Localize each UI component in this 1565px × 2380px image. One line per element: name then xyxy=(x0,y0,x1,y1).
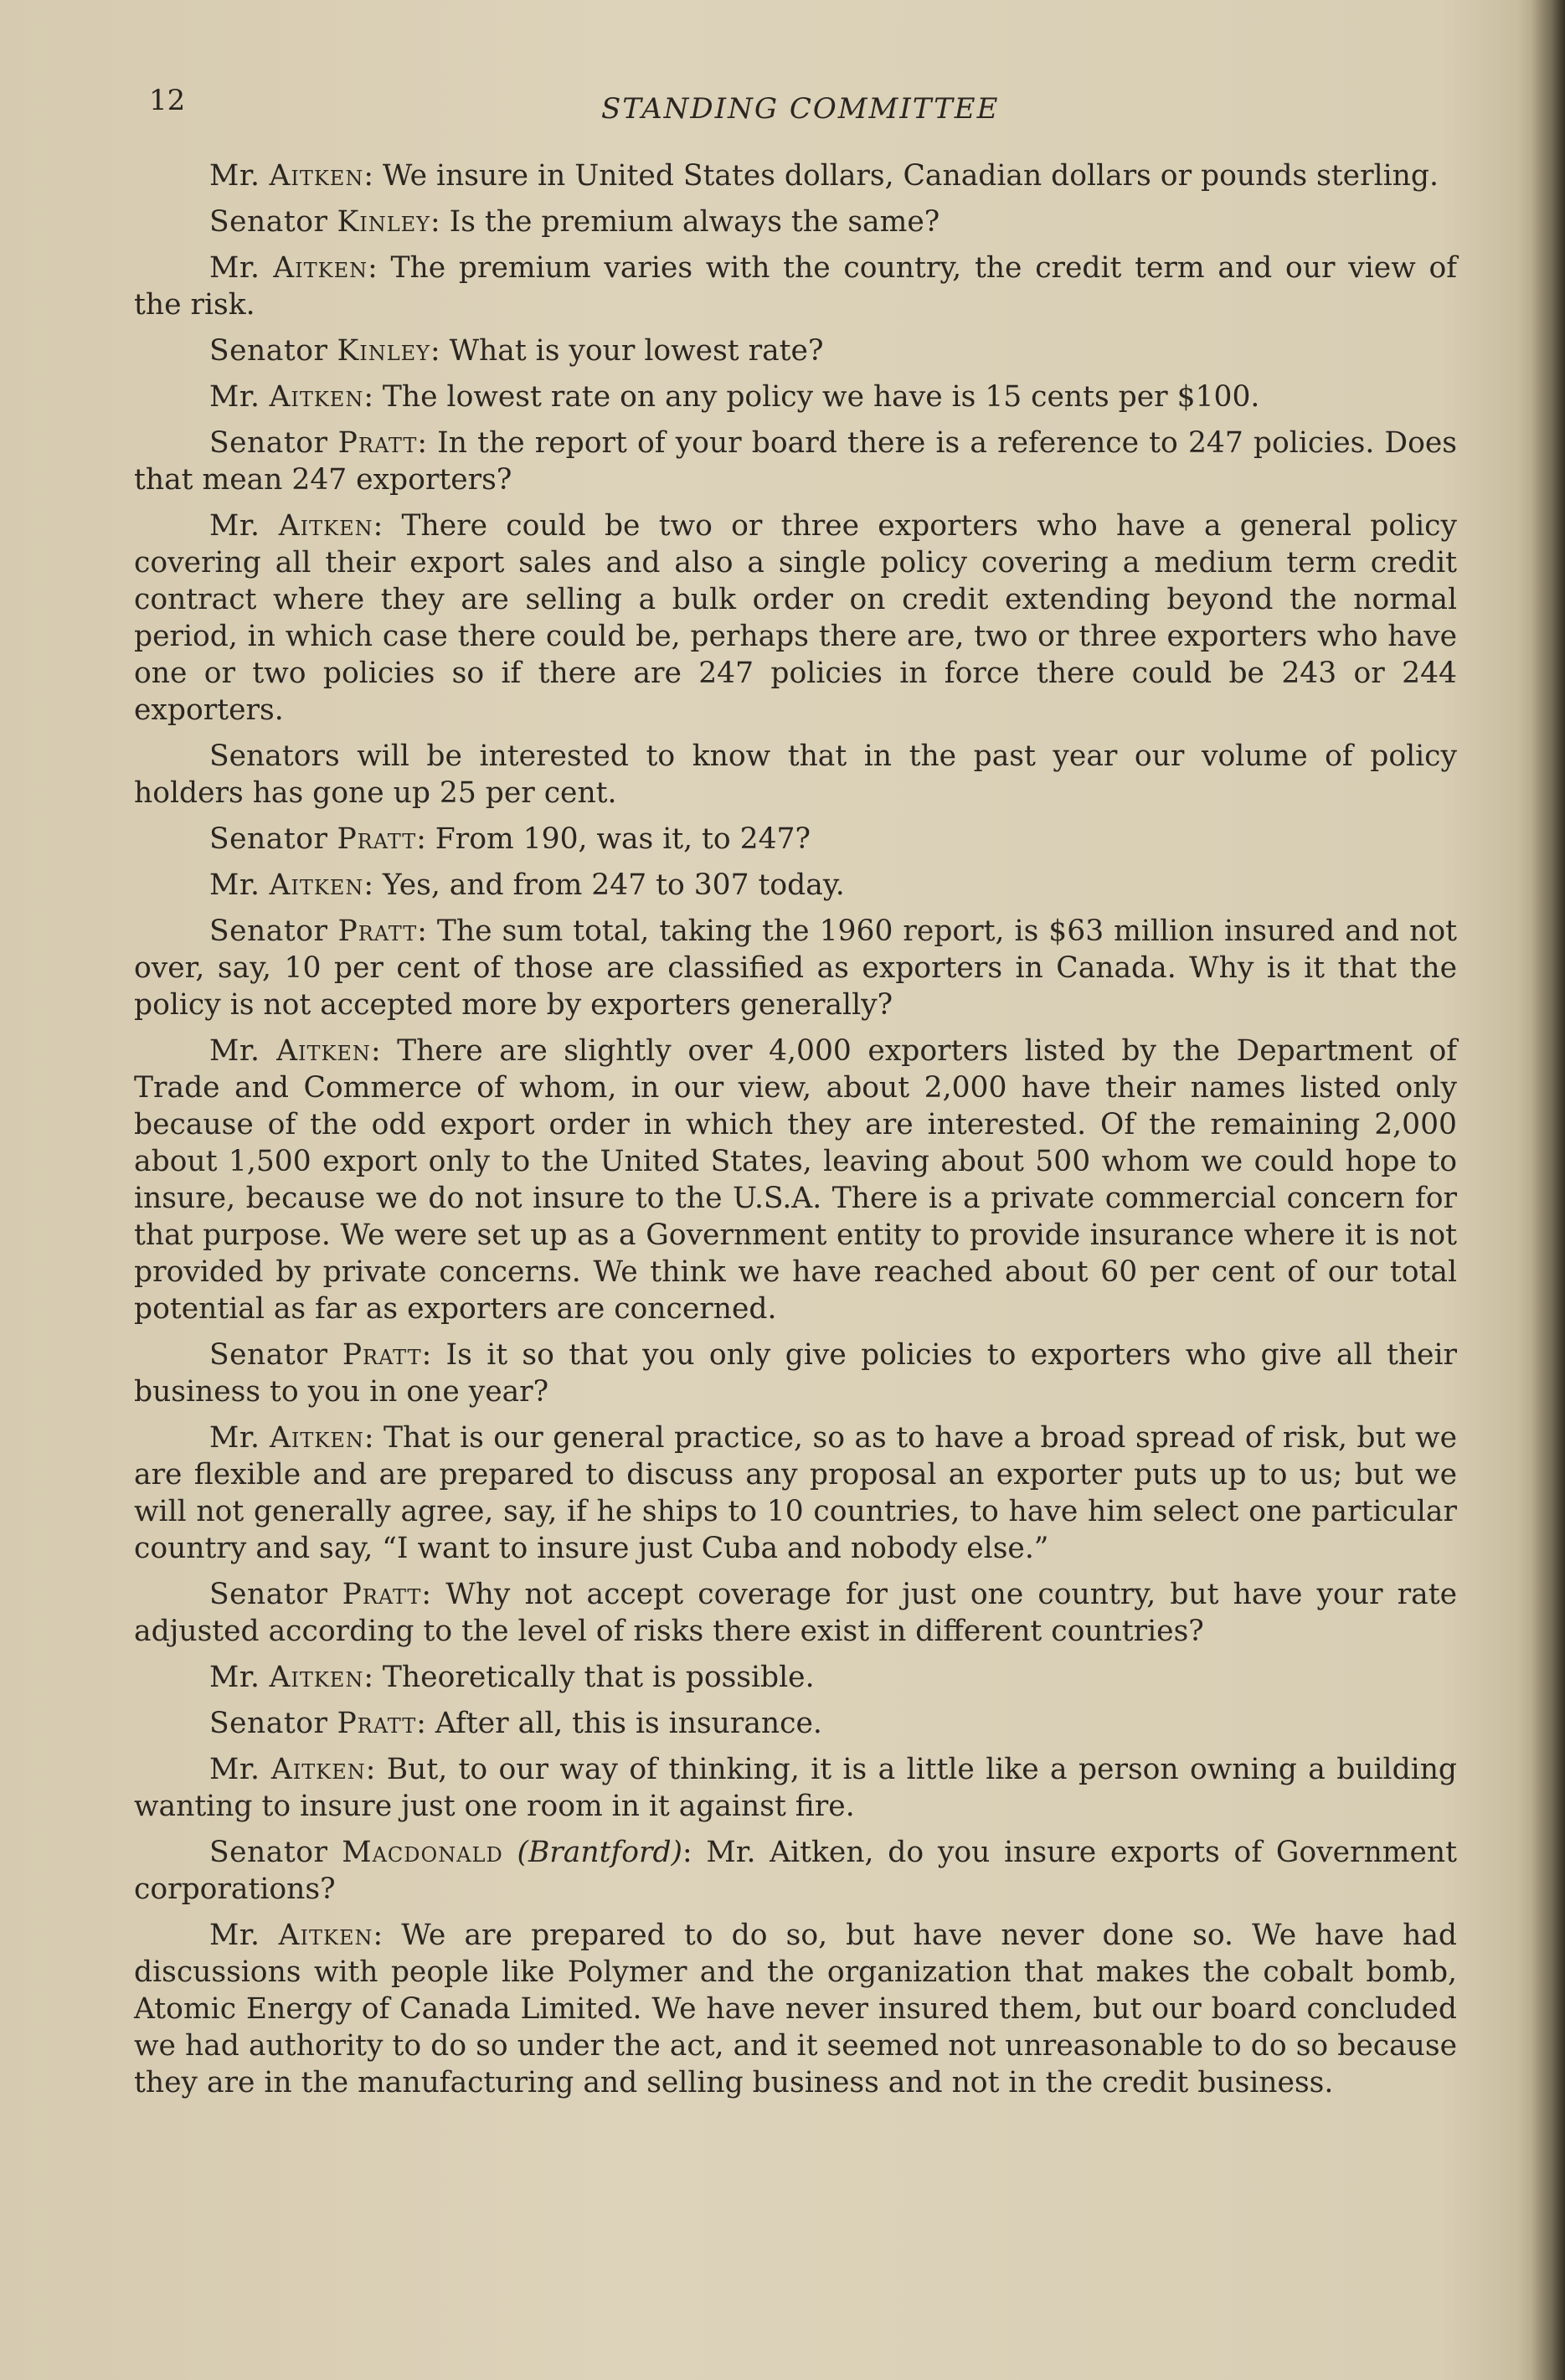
speaker-colon: : xyxy=(368,251,378,285)
speaker-colon: : xyxy=(363,1421,374,1455)
paragraph-text: Yes, and from 247 to 307 today. xyxy=(373,868,845,902)
paragraph-text: We are prepared to do so, but have never done so. We have had discussions with people like Polymer and the organization that makes the cobalt bomb, Atomic Energy of Canada Limited. We have never insured them, but our board concluded we had authority to do so under the act, and it seemed not unreasonable to do so because they are in the manufacturing and selling business and not in the credit business. xyxy=(134,1919,1457,2099)
speaker-colon: : xyxy=(370,1034,381,1068)
page-header xyxy=(149,84,1455,134)
speaker-qualifier: (Brantford) xyxy=(517,1836,683,1869)
paragraph-text: After all, this is insurance. xyxy=(425,1707,822,1740)
paragraph xyxy=(134,1659,1457,1696)
speaker-title: Mr. xyxy=(209,251,260,285)
paragraph xyxy=(134,1834,1457,1908)
speaker-title: Senator xyxy=(209,1836,328,1869)
paragraph-text: From 190, was it, to 247? xyxy=(425,822,811,856)
speaker-title: Mr. xyxy=(209,1661,260,1694)
paragraph xyxy=(134,1576,1457,1650)
paragraph-text: There are slightly over 4,000 exporters listed by the Department of Trade and Commerce of whom, in our view, about 2,000 have their names listed only because of the odd export order in which they are interested. Of the remaining 2,000 about 1,500 export only to the United States, leaving about 500 whom we could hope to insure, because we do not insure to the U.S.A. There is a private commercial concern for that purpose. We were set up as a Government entity to provide insurance where it is not provided by private concerns. We think we have reached about 60 per cent of our total potential as far as exporters are concerned. xyxy=(134,1034,1458,1326)
speaker-colon: : xyxy=(430,205,440,239)
paragraph xyxy=(134,1419,1457,1567)
speaker-title: Mr. xyxy=(209,1919,260,1952)
speaker-name: Macdonald xyxy=(342,1836,503,1869)
speaker-title: Senator xyxy=(209,1578,328,1611)
speaker-name: Kinley xyxy=(337,205,430,239)
paragraph xyxy=(134,425,1457,498)
speaker-name: Aitken xyxy=(276,1034,371,1068)
speaker-colon: : xyxy=(421,1338,432,1372)
speaker-title: Mr. xyxy=(209,868,260,902)
paragraph xyxy=(134,203,1457,240)
speaker-name: Aitken xyxy=(278,1919,373,1952)
paragraph-text: Why not accept coverage for just one country, but have your rate adjusted according to the level of risks there exist in different countries? xyxy=(134,1578,1457,1648)
speaker-title: Senator xyxy=(209,1707,328,1740)
paragraph xyxy=(134,1337,1457,1410)
speaker-name: Pratt xyxy=(337,822,417,856)
speaker-colon: : xyxy=(682,1836,692,1869)
speaker-name: Pratt xyxy=(342,1578,422,1611)
paragraph-text: There could be two or three exporters who have a general policy covering all their export sales and also a single policy covering a medium term credit contract where they are selling a bulk order on credit extending beyond the normal period, in which case there could be, perhaps there are, two or three exporters who have one or two policies so if there are 247 policies in force there could be 243 or 244 exporters. xyxy=(134,509,1457,727)
paragraph xyxy=(134,332,1457,369)
speaker-name: Aitken xyxy=(269,380,364,414)
paragraph xyxy=(134,738,1457,811)
paragraph xyxy=(134,1033,1457,1327)
paragraph-text: Mr. Aitken, do you insure exports of Government corporations? xyxy=(134,1836,1458,1906)
speaker-name: Kinley xyxy=(337,334,430,368)
paragraph xyxy=(134,867,1457,904)
speaker-colon: : xyxy=(416,822,426,856)
speaker-colon: : xyxy=(363,1661,373,1694)
paragraph xyxy=(134,507,1457,729)
speaker-name: Aitken xyxy=(269,1661,364,1694)
paragraph xyxy=(134,379,1457,415)
paragraph-text: Is it so that you only give policies to exporters who give all their business to you in one year? xyxy=(134,1338,1457,1409)
paragraph-text: Theoretically that is possible. xyxy=(373,1661,815,1694)
speaker-name: Pratt xyxy=(342,1338,422,1372)
speaker-colon: : xyxy=(365,1753,376,1786)
speaker-title: Mr. xyxy=(209,1421,260,1455)
speaker-name: Pratt xyxy=(337,914,418,948)
speaker-name: Aitken xyxy=(269,159,364,193)
paragraph xyxy=(134,1705,1457,1742)
speaker-colon: : xyxy=(363,380,373,414)
paragraph-text: The premium varies with the country, the credit term and our view of the risk. xyxy=(134,251,1458,322)
speaker-name: Aitken xyxy=(278,509,373,543)
paragraph-text: The sum total, taking the 1960 report, is $63 million insured and not over, say, 10 per cent of those are classified as exporters in Canada. Why is it that the policy is not accepted more by exporters generally? xyxy=(134,914,1457,1022)
speaker-title: Mr. xyxy=(209,509,260,543)
paragraph-text: Is the premium always the same? xyxy=(440,205,940,239)
speaker-title: Mr. xyxy=(209,1753,260,1786)
speaker-name: Aitken xyxy=(269,868,364,902)
speaker-title: Senator xyxy=(209,426,328,460)
speaker-title: Senator xyxy=(209,334,328,368)
speaker-name: Pratt xyxy=(337,426,418,460)
speaker-name: Pratt xyxy=(337,1707,417,1740)
speaker-colon: : xyxy=(421,1578,432,1611)
paragraph xyxy=(134,1751,1457,1825)
speaker-title: Mr. xyxy=(209,159,260,193)
running-head: STANDING COMMITTEE xyxy=(601,92,1000,126)
speaker-colon: : xyxy=(430,334,440,368)
paragraph xyxy=(134,1917,1457,2101)
speaker-title: Senator xyxy=(209,822,328,856)
speaker-colon: : xyxy=(373,1919,384,1952)
speaker-colon: : xyxy=(363,159,373,193)
paragraph-text: We insure in United States dollars, Canadian dollars or pounds sterling. xyxy=(373,159,1439,193)
speaker-colon: : xyxy=(417,914,427,948)
speaker-colon: : xyxy=(363,868,373,902)
speaker-title: Mr. xyxy=(209,380,260,414)
paragraph xyxy=(134,821,1457,858)
page-number: 12 xyxy=(149,84,186,117)
speaker-colon: : xyxy=(417,426,427,460)
paragraph-text: What is your lowest rate? xyxy=(440,334,824,368)
speaker-title: Senator xyxy=(209,914,328,948)
paragraph-text: The lowest rate on any policy we have is 15 cents per $100. xyxy=(373,380,1260,414)
speaker-name: Aitken xyxy=(269,1421,364,1455)
speaker-title: Senator xyxy=(209,205,328,239)
paragraph xyxy=(134,250,1457,323)
page-edge-shadow xyxy=(1532,0,1565,2380)
speaker-colon: : xyxy=(373,509,384,543)
paragraph xyxy=(134,157,1457,194)
speaker-colon: : xyxy=(416,1707,426,1740)
paragraph-text: That is our general practice, so as to have a broad spread of risk, but we are flexible and are prepared to discuss any proposal an exporter puts up to us; but we will not generally agree, say, if he ships to 10 countries, to have him select one particular country and say, “I want to insure just Cuba and nobody else.” xyxy=(134,1421,1457,1565)
speaker-title: Mr. xyxy=(209,1034,260,1068)
speaker-name: Aitken xyxy=(270,1753,366,1786)
paragraph-text: In the report of your board there is a reference to 247 policies. Does that mean 247 exporters? xyxy=(134,426,1457,497)
speaker-name: Aitken xyxy=(273,251,368,285)
transcript-body xyxy=(134,157,1457,2110)
paragraph-text: But, to our way of thinking, it is a little like a person owning a building wanting to insure just one room in it against fire. xyxy=(134,1753,1458,1823)
paragraph-text: Senators will be interested to know that in the past year our volume of policy holders has gone up 25 per cent. xyxy=(134,739,1457,810)
paragraph xyxy=(134,913,1457,1023)
speaker-title: Senator xyxy=(209,1338,328,1372)
